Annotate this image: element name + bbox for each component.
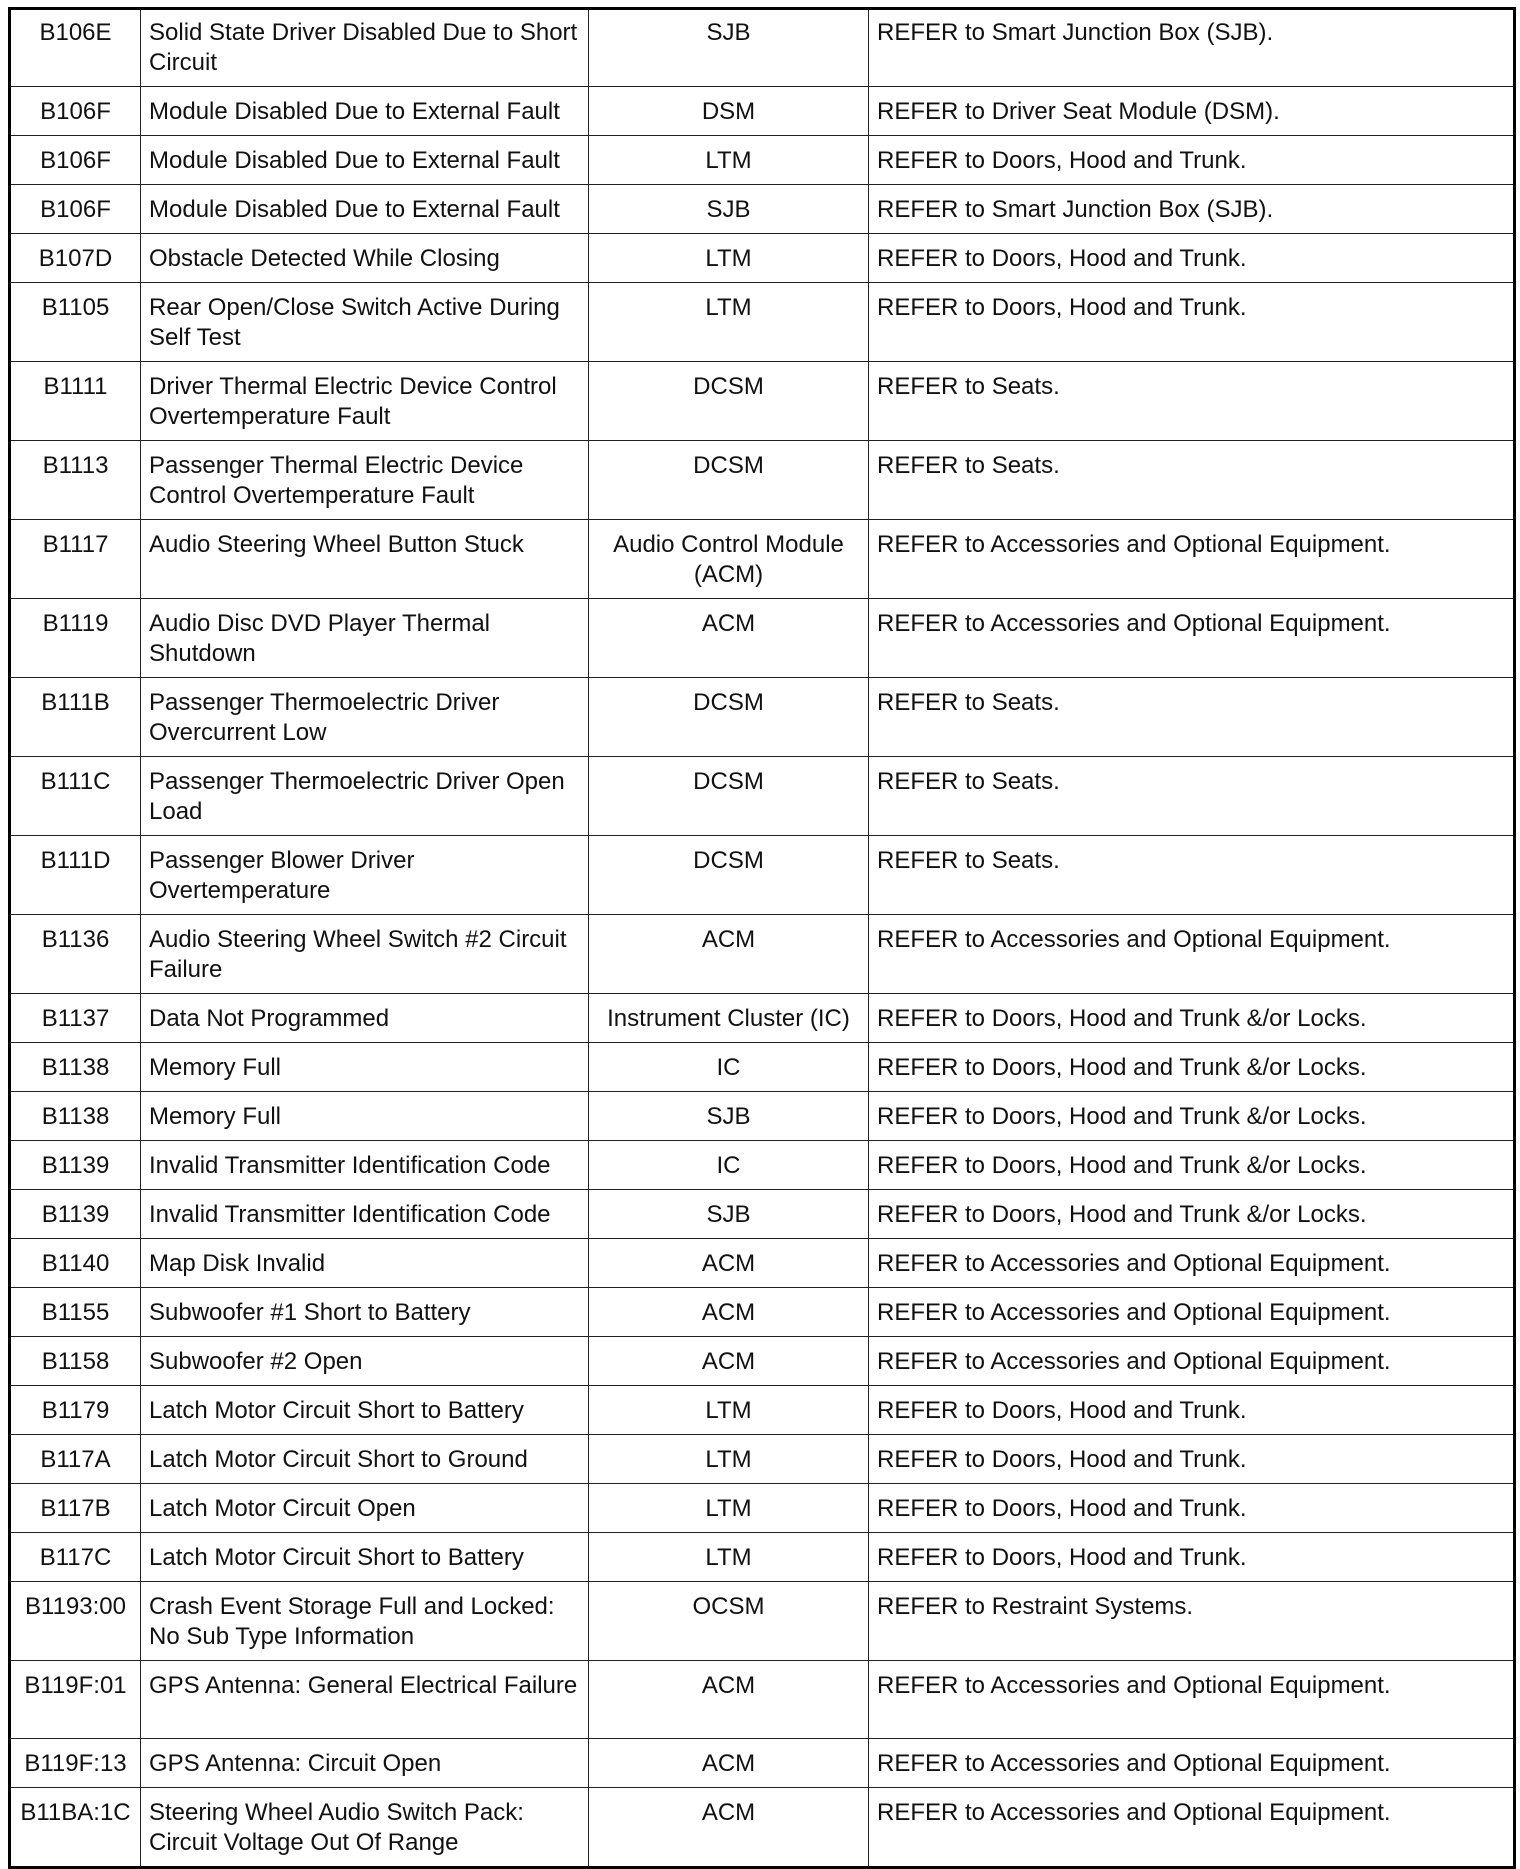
description-cell: Module Disabled Due to External Fault [141,136,589,185]
table-row [10,234,1515,283]
table-row [10,1337,1515,1386]
module-cell: LTM [589,283,869,362]
module-cell: SJB [589,185,869,234]
action-cell: REFER to Seats. [869,836,1515,915]
dtc-code-cell: B1139 [10,1190,141,1239]
action-cell: REFER to Doors, Hood and Trunk &/or Locks. [869,1092,1515,1141]
description-cell: Invalid Transmitter Identification Code [141,1141,589,1190]
dtc-code-cell: B1137 [10,994,141,1043]
module-cell: IC [589,1043,869,1092]
table-row [10,9,1515,87]
action-cell: REFER to Smart Junction Box (SJB). [869,9,1515,87]
table-row [10,599,1515,678]
description-cell: Driver Thermal Electric Device Control Overtemperature Fault [141,362,589,441]
table-row [10,1092,1515,1141]
module-cell: DSM [589,87,869,136]
dtc-code-cell: B1158 [10,1337,141,1386]
module-cell: SJB [589,1190,869,1239]
dtc-code-cell: B119F:01 [10,1661,141,1739]
table-row [10,836,1515,915]
action-cell: REFER to Doors, Hood and Trunk. [869,234,1515,283]
action-cell: REFER to Accessories and Optional Equipment. [869,520,1515,599]
module-cell: Instrument Cluster (IC) [589,994,869,1043]
description-cell: Passenger Thermoelectric Driver Open Load [141,757,589,836]
table-row [10,136,1515,185]
action-cell: REFER to Seats. [869,678,1515,757]
description-cell: Subwoofer #1 Short to Battery [141,1288,589,1337]
module-cell: OCSM [589,1582,869,1661]
dtc-table [8,7,1516,1869]
table-row [10,441,1515,520]
dtc-code-cell: B1117 [10,520,141,599]
description-cell: Latch Motor Circuit Short to Battery [141,1533,589,1582]
action-cell: REFER to Doors, Hood and Trunk &/or Locks. [869,1190,1515,1239]
dtc-code-cell: B1193:00 [10,1582,141,1661]
action-cell: REFER to Accessories and Optional Equipment. [869,1661,1515,1739]
dtc-table-body [10,9,1515,1868]
description-cell: GPS Antenna: Circuit Open [141,1739,589,1788]
dtc-code-cell: B119F:13 [10,1739,141,1788]
module-cell: Audio Control Module (ACM) [589,520,869,599]
table-row [10,1788,1515,1868]
action-cell: REFER to Seats. [869,757,1515,836]
table-row [10,87,1515,136]
action-cell: REFER to Doors, Hood and Trunk. [869,1533,1515,1582]
module-cell: ACM [589,1288,869,1337]
action-cell: REFER to Doors, Hood and Trunk. [869,283,1515,362]
description-cell: Steering Wheel Audio Switch Pack: Circuit Voltage Out Of Range [141,1788,589,1868]
description-cell: Memory Full [141,1043,589,1092]
table-row [10,1533,1515,1582]
description-cell: Module Disabled Due to External Fault [141,185,589,234]
description-cell: Latch Motor Circuit Short to Ground [141,1435,589,1484]
dtc-code-cell: B1179 [10,1386,141,1435]
action-cell: REFER to Doors, Hood and Trunk &/or Locks. [869,1141,1515,1190]
dtc-code-cell: B1105 [10,283,141,362]
description-cell: Rear Open/Close Switch Active During Self Test [141,283,589,362]
dtc-code-cell: B106F [10,185,141,234]
description-cell: Invalid Transmitter Identification Code [141,1190,589,1239]
table-row [10,1239,1515,1288]
dtc-code-cell: B117A [10,1435,141,1484]
description-cell: Module Disabled Due to External Fault [141,87,589,136]
table-row [10,915,1515,994]
table-row [10,1484,1515,1533]
module-cell: IC [589,1141,869,1190]
dtc-code-cell: B1139 [10,1141,141,1190]
dtc-code-cell: B111D [10,836,141,915]
dtc-code-cell: B106E [10,9,141,87]
table-row [10,283,1515,362]
module-cell: ACM [589,1239,869,1288]
table-row [10,1190,1515,1239]
description-cell: Latch Motor Circuit Short to Battery [141,1386,589,1435]
table-row [10,1582,1515,1661]
table-row [10,1435,1515,1484]
description-cell: Audio Disc DVD Player Thermal Shutdown [141,599,589,678]
table-row [10,1661,1515,1739]
action-cell: REFER to Seats. [869,441,1515,520]
description-cell: Passenger Thermal Electric Device Control Overtemperature Fault [141,441,589,520]
dtc-code-cell: B1140 [10,1239,141,1288]
module-cell: LTM [589,234,869,283]
description-cell: Solid State Driver Disabled Due to Short Circuit [141,9,589,87]
action-cell: REFER to Accessories and Optional Equipment. [869,1288,1515,1337]
dtc-code-cell: B117B [10,1484,141,1533]
dtc-code-cell: B106F [10,136,141,185]
dtc-code-cell: B1136 [10,915,141,994]
dtc-code-cell: B11BA:1C [10,1788,141,1868]
action-cell: REFER to Smart Junction Box (SJB). [869,185,1515,234]
table-row [10,1141,1515,1190]
dtc-code-cell: B107D [10,234,141,283]
description-cell: Crash Event Storage Full and Locked: No Sub Type Information [141,1582,589,1661]
description-cell: Subwoofer #2 Open [141,1337,589,1386]
dtc-code-cell: B1155 [10,1288,141,1337]
module-cell: ACM [589,599,869,678]
module-cell: ACM [589,1788,869,1868]
action-cell: REFER to Doors, Hood and Trunk. [869,1435,1515,1484]
description-cell: Passenger Blower Driver Overtemperature [141,836,589,915]
description-cell: Latch Motor Circuit Open [141,1484,589,1533]
description-cell: Audio Steering Wheel Button Stuck [141,520,589,599]
action-cell: REFER to Restraint Systems. [869,1582,1515,1661]
description-cell: GPS Antenna: General Electrical Failure [141,1661,589,1739]
table-row [10,1386,1515,1435]
module-cell: SJB [589,9,869,87]
module-cell: LTM [589,1484,869,1533]
table-row [10,1288,1515,1337]
module-cell: LTM [589,1386,869,1435]
action-cell: REFER to Doors, Hood and Trunk. [869,1484,1515,1533]
action-cell: REFER to Accessories and Optional Equipment. [869,1788,1515,1868]
action-cell: REFER to Accessories and Optional Equipment. [869,1739,1515,1788]
dtc-code-cell: B117C [10,1533,141,1582]
description-cell: Passenger Thermoelectric Driver Overcurrent Low [141,678,589,757]
description-cell: Map Disk Invalid [141,1239,589,1288]
description-cell: Memory Full [141,1092,589,1141]
dtc-code-cell: B1119 [10,599,141,678]
table-row [10,994,1515,1043]
module-cell: ACM [589,1739,869,1788]
module-cell: LTM [589,1435,869,1484]
action-cell: REFER to Driver Seat Module (DSM). [869,87,1515,136]
table-row [10,1739,1515,1788]
module-cell: ACM [589,1661,869,1739]
module-cell: DCSM [589,678,869,757]
description-cell: Obstacle Detected While Closing [141,234,589,283]
description-cell: Data Not Programmed [141,994,589,1043]
action-cell: REFER to Doors, Hood and Trunk &/or Locks. [869,1043,1515,1092]
action-cell: REFER to Accessories and Optional Equipment. [869,1239,1515,1288]
module-cell: SJB [589,1092,869,1141]
action-cell: REFER to Accessories and Optional Equipment. [869,599,1515,678]
module-cell: DCSM [589,757,869,836]
module-cell: DCSM [589,362,869,441]
action-cell: REFER to Doors, Hood and Trunk. [869,136,1515,185]
table-row [10,678,1515,757]
table-row [10,185,1515,234]
module-cell: ACM [589,915,869,994]
table-row [10,362,1515,441]
action-cell: REFER to Accessories and Optional Equipment. [869,1337,1515,1386]
module-cell: ACM [589,1337,869,1386]
dtc-code-cell: B111C [10,757,141,836]
action-cell: REFER to Doors, Hood and Trunk. [869,1386,1515,1435]
dtc-code-cell: B111B [10,678,141,757]
dtc-code-cell: B1111 [10,362,141,441]
module-cell: DCSM [589,836,869,915]
module-cell: LTM [589,136,869,185]
module-cell: DCSM [589,441,869,520]
action-cell: REFER to Seats. [869,362,1515,441]
table-row [10,520,1515,599]
dtc-code-cell: B1138 [10,1043,141,1092]
description-cell: Audio Steering Wheel Switch #2 Circuit Failure [141,915,589,994]
action-cell: REFER to Doors, Hood and Trunk &/or Locks. [869,994,1515,1043]
dtc-code-cell: B106F [10,87,141,136]
table-row [10,1043,1515,1092]
table-row [10,757,1515,836]
action-cell: REFER to Accessories and Optional Equipment. [869,915,1515,994]
module-cell: LTM [589,1533,869,1582]
dtc-code-cell: B1138 [10,1092,141,1141]
dtc-code-cell: B1113 [10,441,141,520]
